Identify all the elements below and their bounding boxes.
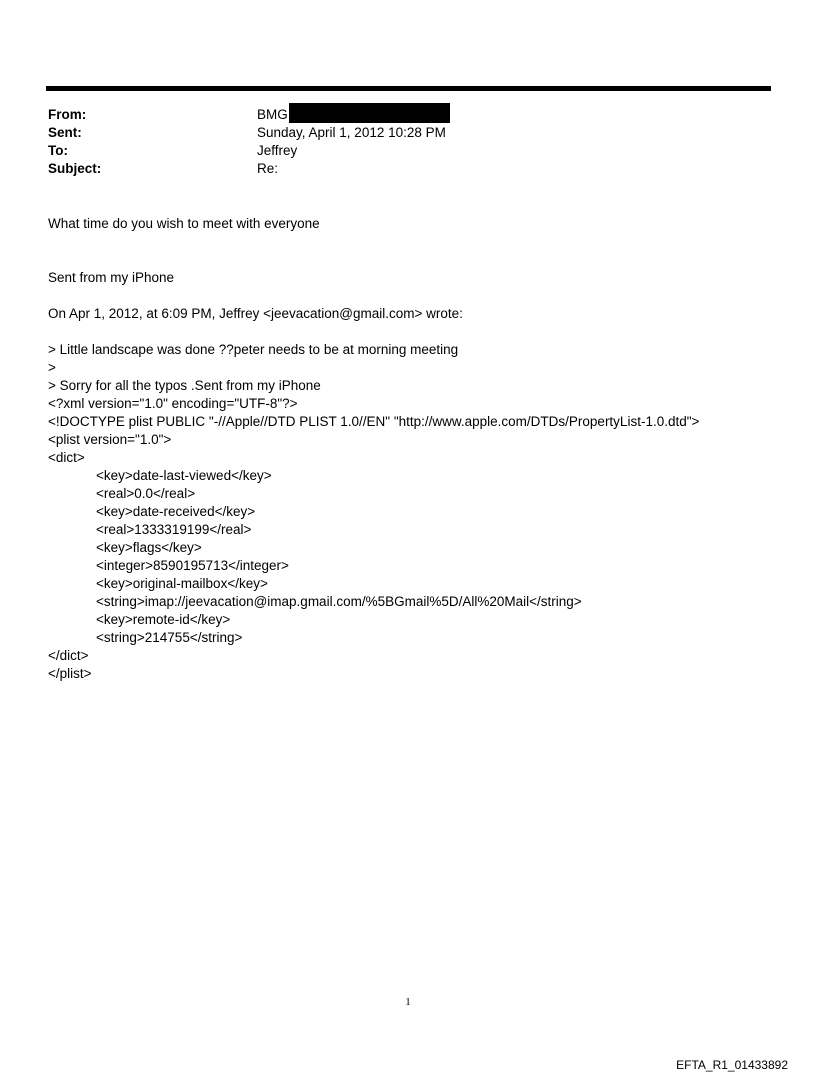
quoted-line: >: [48, 360, 56, 375]
to-value: Jeffrey: [257, 143, 298, 158]
subject-value: Re:: [257, 161, 279, 176]
xml-dict-line: <key>flags</key>: [96, 540, 202, 555]
xml-dict-line: <key>date-last-viewed</key>: [96, 468, 272, 483]
sent-value: Sunday, April 1, 2012 10:28 PM: [257, 125, 446, 140]
xml-dict-line: <real>1333319199</real>: [96, 522, 252, 537]
signature-text: Sent from my iPhone: [48, 270, 175, 285]
xml-dict-close: </dict>: [48, 648, 89, 663]
redaction-block: [289, 103, 450, 123]
sent-label: Sent:: [48, 125, 82, 140]
bates-number: EFTA_R1_01433892: [676, 1058, 788, 1072]
xml-dict-line: <string>imap://jeevacation@imap.gmail.com/%5BGmail%5D/All%20Mail</string>: [96, 594, 582, 609]
xml-doctype: <!DOCTYPE plist PUBLIC "-//Apple//DTD PLIST 1.0//EN" "http://www.apple.com/DTDs/PropertyList-1.0.dtd">: [48, 414, 700, 429]
xml-plist-close: </plist>: [48, 666, 92, 681]
page-number: 1: [405, 996, 411, 1008]
xml-dict-open: <dict>: [48, 450, 85, 465]
header-rule: [46, 86, 771, 91]
message-text: What time do you wish to meet with everyone: [48, 216, 320, 231]
quoted-line: > Sorry for all the typos .Sent from my iPhone: [48, 378, 321, 393]
xml-dict-line: <real>0.0</real>: [96, 486, 196, 501]
xml-declaration: <?xml version="1.0" encoding="UTF-8"?>: [48, 396, 298, 411]
subject-label: Subject:: [48, 161, 102, 176]
from-value: BMG: [257, 107, 288, 122]
xml-dict-line: <key>original-mailbox</key>: [96, 576, 268, 591]
xml-dict-line: <integer>8590195713</integer>: [96, 558, 289, 573]
to-label: To:: [48, 143, 68, 158]
xml-dict-line: <string>214755</string>: [96, 630, 243, 645]
quoted-line: > Little landscape was done ??peter needs to be at morning meeting: [48, 342, 459, 357]
xml-dict-line: <key>remote-id</key>: [96, 612, 231, 627]
xml-dict-line: <key>date-received</key>: [96, 504, 256, 519]
quote-intro: On Apr 1, 2012, at 6:09 PM, Jeffrey <jeevacation@gmail.com> wrote:: [48, 306, 463, 321]
from-label: From:: [48, 107, 87, 122]
xml-plist-open: <plist version="1.0">: [48, 432, 172, 447]
